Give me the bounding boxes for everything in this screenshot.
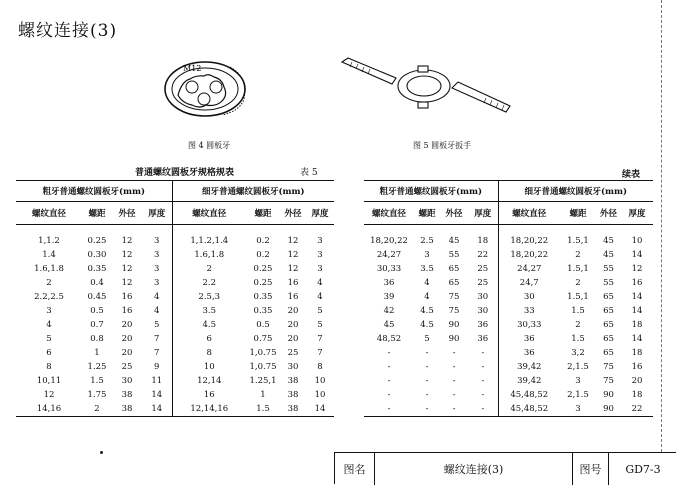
table-cell: 10,11: [36, 376, 62, 386]
table-cell: 20: [287, 306, 299, 316]
fig5-caption: 图 5 圆板牙扳手: [413, 141, 472, 150]
table-cell: 30,33: [498, 318, 560, 332]
table-cell: -: [481, 376, 485, 386]
table-cell: 0.4: [90, 278, 104, 288]
table-cell: 2,1.5: [567, 390, 589, 400]
table-cell: 65: [603, 292, 614, 302]
table-cell: -: [425, 390, 429, 400]
table-cell: 18: [631, 320, 643, 330]
table-cell: 39,42: [498, 374, 560, 388]
table-cell: 14: [631, 334, 643, 344]
table-cell: 75: [448, 306, 460, 316]
table-cell: 3,2: [571, 348, 585, 358]
table-cell: 10: [314, 376, 326, 386]
column-header: 外径: [112, 202, 142, 225]
table-cell: 90: [448, 334, 460, 344]
table-cell: 2: [575, 250, 581, 260]
table-cell: 4.5: [420, 306, 434, 316]
table-cell: 5: [46, 334, 52, 344]
table-cell: 75: [448, 292, 460, 302]
table-cell: 1.25,1: [249, 376, 277, 386]
column-header: 螺距: [82, 202, 112, 225]
table-cell: 16: [631, 362, 643, 372]
table-cell: 45,48,52: [498, 388, 560, 402]
table-row: [364, 318, 653, 332]
table-cell: 10: [314, 390, 326, 400]
table-cell: 38: [287, 390, 299, 400]
table-cell: 65: [603, 348, 614, 358]
table-cell: 7: [317, 334, 323, 344]
page-title: 螺纹连接(3): [18, 21, 118, 41]
table-cell: 55: [448, 250, 460, 260]
table-cell: 16: [121, 292, 133, 302]
table-cell: 36: [477, 334, 489, 344]
drawing-name-value: 螺纹连接(3): [375, 453, 573, 485]
table-cell: -: [452, 376, 456, 386]
die-wrench-illustration: [338, 52, 518, 118]
table-cell: 36: [498, 346, 560, 360]
table-cell: 12: [631, 264, 643, 274]
margin-dashed-line: [661, 0, 662, 452]
table-cell: 14: [631, 250, 643, 260]
table-cell: -: [387, 376, 391, 386]
table-cell: 30: [287, 362, 299, 372]
table-cell: 12: [121, 264, 133, 274]
table-cell: 0.7: [90, 320, 104, 330]
table-cell: 11: [151, 376, 163, 386]
table-cell: 30: [477, 306, 489, 316]
table-cell: 18,20,22: [370, 236, 408, 246]
table-cell: 1.5,1: [567, 292, 589, 302]
table-cell: 90: [448, 320, 460, 330]
table-cell: 20: [631, 376, 643, 386]
table-row: [16, 225, 334, 249]
table-cell: 16: [172, 388, 246, 402]
continued-label: 续表: [622, 170, 641, 180]
table-cell: 18: [631, 390, 643, 400]
table-cell: 1.5: [90, 376, 104, 386]
table-cell: -: [387, 348, 391, 358]
table-cell: 3: [575, 376, 581, 386]
table-cell: 4: [424, 292, 430, 302]
table-cell: 2: [46, 278, 52, 288]
table-cell: -: [481, 390, 485, 400]
table-cell: 12: [121, 250, 133, 260]
table-cell: 3: [560, 402, 596, 417]
column-header: 螺距: [414, 202, 440, 225]
table-cell: 16: [287, 292, 299, 302]
table-row: [16, 346, 334, 360]
table-cell: 9: [154, 362, 160, 372]
table-cell: 42: [383, 306, 395, 316]
table-cell: 7: [154, 334, 160, 344]
table-cell: 39: [383, 292, 395, 302]
table-cell: 4: [317, 292, 323, 302]
table-cell: 4: [424, 278, 430, 288]
table-cell: 8: [172, 346, 246, 360]
table-cell: -: [414, 402, 440, 417]
table-cell: 75: [603, 376, 614, 386]
table-cell: 5: [154, 320, 160, 330]
table-cell: 36: [383, 278, 395, 288]
table-row: [364, 276, 653, 290]
table-cell: 0.35: [87, 264, 107, 274]
table-cell: 16: [631, 278, 643, 288]
table-row: [364, 225, 653, 249]
table-cell: 1,1.2: [38, 236, 60, 246]
table-cell: 3: [154, 278, 160, 288]
table-cell: 0.5: [256, 320, 270, 330]
table-cell: -: [387, 362, 391, 372]
table-cell: 30: [477, 292, 489, 302]
table-row: [16, 360, 334, 374]
table-cell: 2: [575, 320, 581, 330]
table-row: [16, 276, 334, 290]
table-cell: 30: [498, 290, 560, 304]
table-cell: 0.75: [253, 334, 273, 344]
table-cell: 38: [287, 376, 299, 386]
table-cell: -: [425, 348, 429, 358]
table-cell: 0.5: [90, 306, 104, 316]
table-cell: 2: [172, 262, 246, 276]
table-cell: -: [387, 390, 391, 400]
table-cell: -: [425, 362, 429, 372]
column-header: 厚度: [142, 202, 172, 225]
table-cell: 10: [631, 236, 643, 246]
table-cell: 48,52: [376, 334, 402, 344]
table-cell: -: [364, 402, 414, 417]
table-cell: 65: [448, 278, 460, 288]
table-cell: 20: [121, 320, 133, 330]
table-cell: 12: [43, 390, 55, 400]
table-cell: 18,20,22: [498, 225, 560, 249]
table-cell: 10: [172, 360, 246, 374]
table-cell: 0.8: [90, 334, 104, 344]
column-header: 螺距: [246, 202, 280, 225]
table-cell: 4.5: [172, 318, 246, 332]
table-row: [364, 374, 653, 388]
table-cell: 24,7: [498, 276, 560, 290]
table-cell: 90: [603, 390, 614, 400]
table-cell: 45: [383, 320, 395, 330]
drawing-number-value: GD7-3: [625, 462, 661, 476]
table-cell: 22: [621, 402, 653, 417]
table-row: [16, 402, 334, 417]
table-cell: 0.2: [256, 236, 270, 246]
table-cell: 1.5,1: [567, 264, 589, 274]
table-cell: 1: [94, 348, 100, 358]
table-cell: 38: [112, 402, 142, 417]
table-cell: 1,0.75: [249, 348, 277, 358]
table-cell: 14: [631, 292, 643, 302]
table-row: [364, 262, 653, 276]
table-cell: 22: [477, 250, 489, 260]
table-cell: 8: [46, 362, 52, 372]
table-cell: 1.25: [87, 362, 107, 372]
table-cell: 25: [477, 264, 489, 274]
table-cell: 20: [121, 348, 133, 358]
table-cell: 6: [46, 348, 52, 358]
die-size-label: M12: [183, 64, 202, 73]
table-cell: 14: [142, 402, 172, 417]
drawing-name-label: 图名: [335, 453, 375, 485]
column-header: 外径: [280, 202, 306, 225]
table-cell: 1,0.75: [249, 362, 277, 372]
table-cell: 4: [154, 306, 160, 316]
table-cell: 12,14,16: [172, 402, 246, 417]
table-cell: 45: [603, 250, 614, 260]
table-cell: 14,16: [16, 402, 82, 417]
left-fine-header: 细牙普通螺纹圆板牙(mm): [172, 181, 334, 202]
table-cell: 2.5: [420, 236, 434, 246]
table-cell: 39,42: [498, 360, 560, 374]
table-cell: 30,33: [376, 264, 402, 274]
table-cell: 2.5,3: [172, 290, 246, 304]
table-cell: 4: [154, 292, 160, 302]
column-header: 厚度: [621, 202, 653, 225]
fig4-caption: 图 4 圆板牙: [188, 141, 231, 150]
table-cell: -: [452, 390, 456, 400]
table-cell: 18: [631, 348, 643, 358]
column-header: 螺纹直径: [172, 202, 246, 225]
column-header: 螺距: [560, 202, 596, 225]
table-cell: 5: [317, 306, 323, 316]
table-cell: 65: [448, 264, 460, 274]
table-cell: 18,20,22: [498, 248, 560, 262]
table-cell: 20: [121, 334, 133, 344]
table-cell: -: [452, 348, 456, 358]
table-row: [364, 332, 653, 346]
table-cell: 0.25: [253, 264, 273, 274]
table-cell: 0.45: [87, 292, 107, 302]
table-cell: 1.75: [87, 390, 107, 400]
table-cell: 8: [317, 362, 323, 372]
table-cell: 18: [477, 236, 489, 246]
column-header: 螺纹直径: [498, 202, 560, 225]
table-cell: 30: [121, 376, 133, 386]
table-cell: 25: [477, 278, 489, 288]
right-coarse-header: 粗牙普通螺纹圆板牙(mm): [364, 181, 498, 202]
table-row: [16, 374, 334, 388]
table-cell: 3: [317, 236, 323, 246]
table-row: [16, 290, 334, 304]
table-cell: 1.5,1: [567, 236, 589, 246]
table-cell: 45,48,52: [498, 402, 560, 417]
column-header: 外径: [596, 202, 621, 225]
table-row: [16, 304, 334, 318]
table-cell: 45: [603, 236, 614, 246]
table-cell: 12,14: [172, 374, 246, 388]
table-cell: 3: [424, 250, 430, 260]
table-cell: 1.6,1.8: [34, 264, 64, 274]
right-fine-header: 细牙普通螺纹圆板牙(mm): [498, 181, 653, 202]
table-cell: 12: [121, 236, 133, 246]
table-cell: 65: [603, 306, 614, 316]
table-cell: 7: [154, 348, 160, 358]
table-cell: 45: [448, 236, 460, 246]
table-cell: 33: [498, 304, 560, 318]
table-cell: 1.4: [42, 250, 56, 260]
table-cell: 38: [280, 402, 306, 417]
table-cell: 16: [121, 306, 133, 316]
table-cell: 16: [287, 278, 299, 288]
title-block: [334, 452, 676, 484]
table-cell: 12: [121, 278, 133, 288]
table-cell: 38: [121, 390, 133, 400]
table-cell: 3: [154, 250, 160, 260]
table-row: [364, 388, 653, 402]
left-spec-table: [16, 180, 334, 417]
table-cell: 14: [631, 306, 643, 316]
table-cell: 4.5: [420, 320, 434, 330]
table-cell: 1,1.2,1.4: [172, 225, 246, 249]
table-cell: 1.5: [571, 334, 585, 344]
table-cell: 14: [151, 390, 163, 400]
table-cell: -: [481, 362, 485, 372]
table-cell: 12: [287, 250, 299, 260]
table-cell: 90: [596, 402, 621, 417]
table-cell: 1.5: [571, 306, 585, 316]
left-table-number: 表 5: [300, 168, 318, 178]
table-cell: -: [425, 376, 429, 386]
table-cell: 36: [498, 332, 560, 346]
table-cell: 3: [46, 306, 52, 316]
table-cell: 3: [154, 236, 160, 246]
table-cell: 4: [46, 320, 52, 330]
table-cell: 25: [121, 362, 133, 372]
table-cell: 4: [317, 278, 323, 288]
table-cell: 75: [603, 362, 614, 372]
table-cell: 3: [154, 264, 160, 274]
table-cell: 65: [603, 320, 614, 330]
table-cell: 20: [287, 320, 299, 330]
table-row: [364, 346, 653, 360]
table-cell: 55: [603, 264, 614, 274]
column-header: 螺纹直径: [16, 202, 82, 225]
table-cell: 20: [287, 334, 299, 344]
table-row: [16, 388, 334, 402]
table-cell: 6: [172, 332, 246, 346]
table-cell: 24,27: [376, 250, 402, 260]
table-row: [16, 318, 334, 332]
table-cell: 3: [317, 264, 323, 274]
table-cell: 0.25: [87, 236, 107, 246]
table-cell: -: [481, 348, 485, 358]
table-cell: 24,27: [498, 262, 560, 276]
table-row: [16, 262, 334, 276]
table-cell: 12: [287, 236, 299, 246]
table-cell: -: [440, 402, 468, 417]
table-cell: 0.25: [253, 278, 273, 288]
left-coarse-header: 粗牙普通螺纹圆板牙(mm): [16, 181, 172, 202]
table-cell: 2: [82, 402, 112, 417]
table-cell: 3.5: [420, 264, 434, 274]
table-cell: 2,1.5: [567, 362, 589, 372]
table-row: [364, 360, 653, 374]
table-cell: 0.2: [256, 250, 270, 260]
table-cell: 0.30: [87, 250, 107, 260]
column-header: 外径: [440, 202, 468, 225]
table-row: [364, 402, 653, 417]
table-cell: 14: [306, 402, 334, 417]
table-cell: 12: [287, 264, 299, 274]
round-die-illustration: [160, 55, 250, 119]
table-cell: 1: [260, 390, 266, 400]
table-cell: 1.6,1.8: [172, 248, 246, 262]
table-row: [364, 290, 653, 304]
table-cell: 36: [477, 320, 489, 330]
table-row: [364, 248, 653, 262]
table-cell: 25: [287, 348, 299, 358]
column-header: 螺纹直径: [364, 202, 414, 225]
table-row: [16, 332, 334, 346]
table-cell: 55: [603, 278, 614, 288]
table-cell: 65: [603, 334, 614, 344]
table-cell: 2.2,2.5: [34, 292, 64, 302]
table-cell: 7: [317, 348, 323, 358]
right-spec-table: [364, 180, 653, 417]
table-cell: 1.5: [246, 402, 280, 417]
table-cell: -: [452, 362, 456, 372]
table-cell: 2: [575, 278, 581, 288]
table-row: [364, 304, 653, 318]
column-header: 厚度: [468, 202, 498, 225]
table-cell: 2.2: [172, 276, 246, 290]
table-cell: 5: [424, 334, 430, 344]
table-cell: 0.35: [253, 292, 273, 302]
table-cell: -: [468, 402, 498, 417]
table-cell: 0.35: [253, 306, 273, 316]
column-header: 厚度: [306, 202, 334, 225]
drawing-number-label: 图号: [573, 453, 609, 485]
table-cell: 5: [317, 320, 323, 330]
table-row: [16, 248, 334, 262]
table-cell: 3: [317, 250, 323, 260]
left-table-title: 普通螺纹圆板牙规格规表: [135, 168, 235, 178]
stray-dot: [100, 451, 103, 454]
table-cell: 3.5: [172, 304, 246, 318]
